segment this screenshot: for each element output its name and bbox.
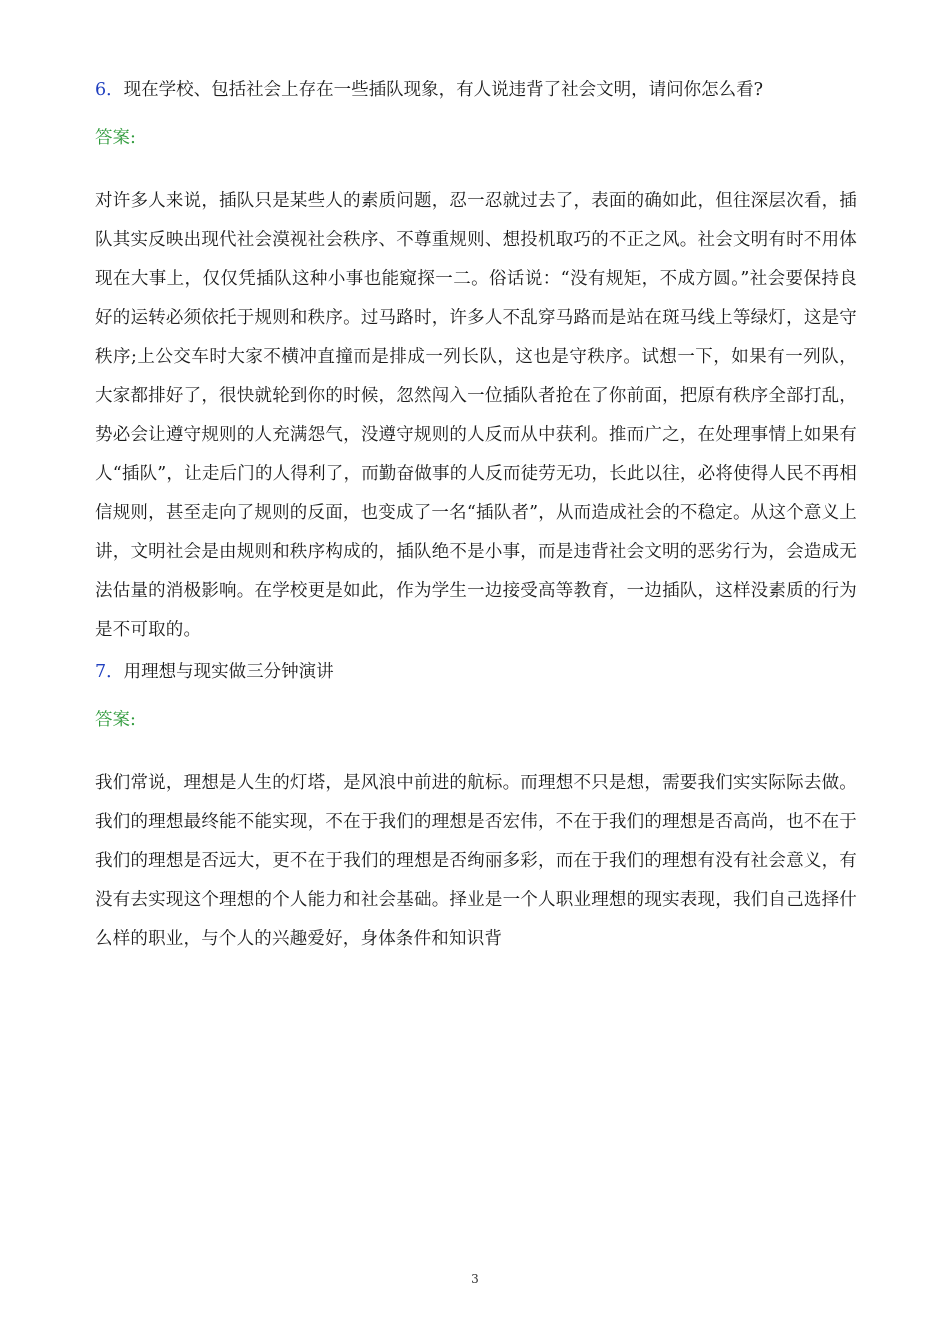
answer-body-6 [95,182,857,650]
question-text: 现在学校、包括社会上存在一些插队现象，有人说违背了社会文明，请问你怎么看? [123,80,764,100]
page-number: 3 [471,1272,479,1286]
document-page [95,78,857,969]
question-number: 6． [95,80,124,100]
section-7 [95,660,857,959]
question-number: 7． [95,662,124,682]
section-6 [95,78,857,650]
question-6 [95,78,857,126]
answer-paragraph: 对许多人来说，插队只是某些人的素质问题，忍一忍就过去了，表面的确如此，但往深层次看，插队其实反映出现代社会漠视社会秩序、不尊重规则、想投机取巧的不正之风。社会文明有时不用体现在大事上，仅仅凭插队这种小事也能窥探一二。俗话说：“没有规矩，不成方圆。”社会要保持良好的运转必须依托于规则和秩序。过马路时，许多人不乱穿马路而是站在斑马线上等绿灯，这是守秩序;上公交车时大家不横冲直撞而是排成一列长队，这也是守秩序。试想一下，如果有一列队，大家都排好了，很快就轮到你的时候，忽然闯入一位插队者抢在了你前面，把原有秩序全部打乱，势必会让遵守规则的人充满怨气，没遵守规则的人反而从中获利。推而广之，在处理事情上如果有人“插队”，让走后门的人得利了，而勤奋做事的人反而徒劳无功，长此以往，必将使得人民不再相信规则，甚至走向了规则的反面，也变成了一名“插队者”，从而造成社会的不稳定。从这个意义上讲，文明社会是由规则和秩序构成的，插队绝不是小事，而是违背社会文明的恶劣行为，会造成无法估量的消极影响。在学校更是如此，作为学生一边接受高等教育，一边插队，这样没素质的行为是不可取的。 [95,191,857,640]
question-7 [95,660,857,708]
answer-paragraph: 我们常说，理想是人生的灯塔，是风浪中前进的航标。而理想不只是想，需要我们实实际际去做。我们的理想最终能不能实现，不在于我们的理想是否宏伟，不在于我们的理想是否高尚，也不在于我们的理想是否远大，更不在于我们的理想是否绚丽多彩，而在于我们的理想有没有社会意义，有没有去实现这个理想的个人能力和社会基础。择业是一个人职业理想的现实表现，我们自己选择什么样的职业，与个人的兴趣爱好，身体条件和知识背 [95,773,857,949]
answer-label: 答案: [95,710,136,730]
question-text: 用理想与现实做三分钟演讲 [123,662,334,682]
answer-label: 答案: [95,128,136,148]
answer-body-7 [95,764,857,959]
